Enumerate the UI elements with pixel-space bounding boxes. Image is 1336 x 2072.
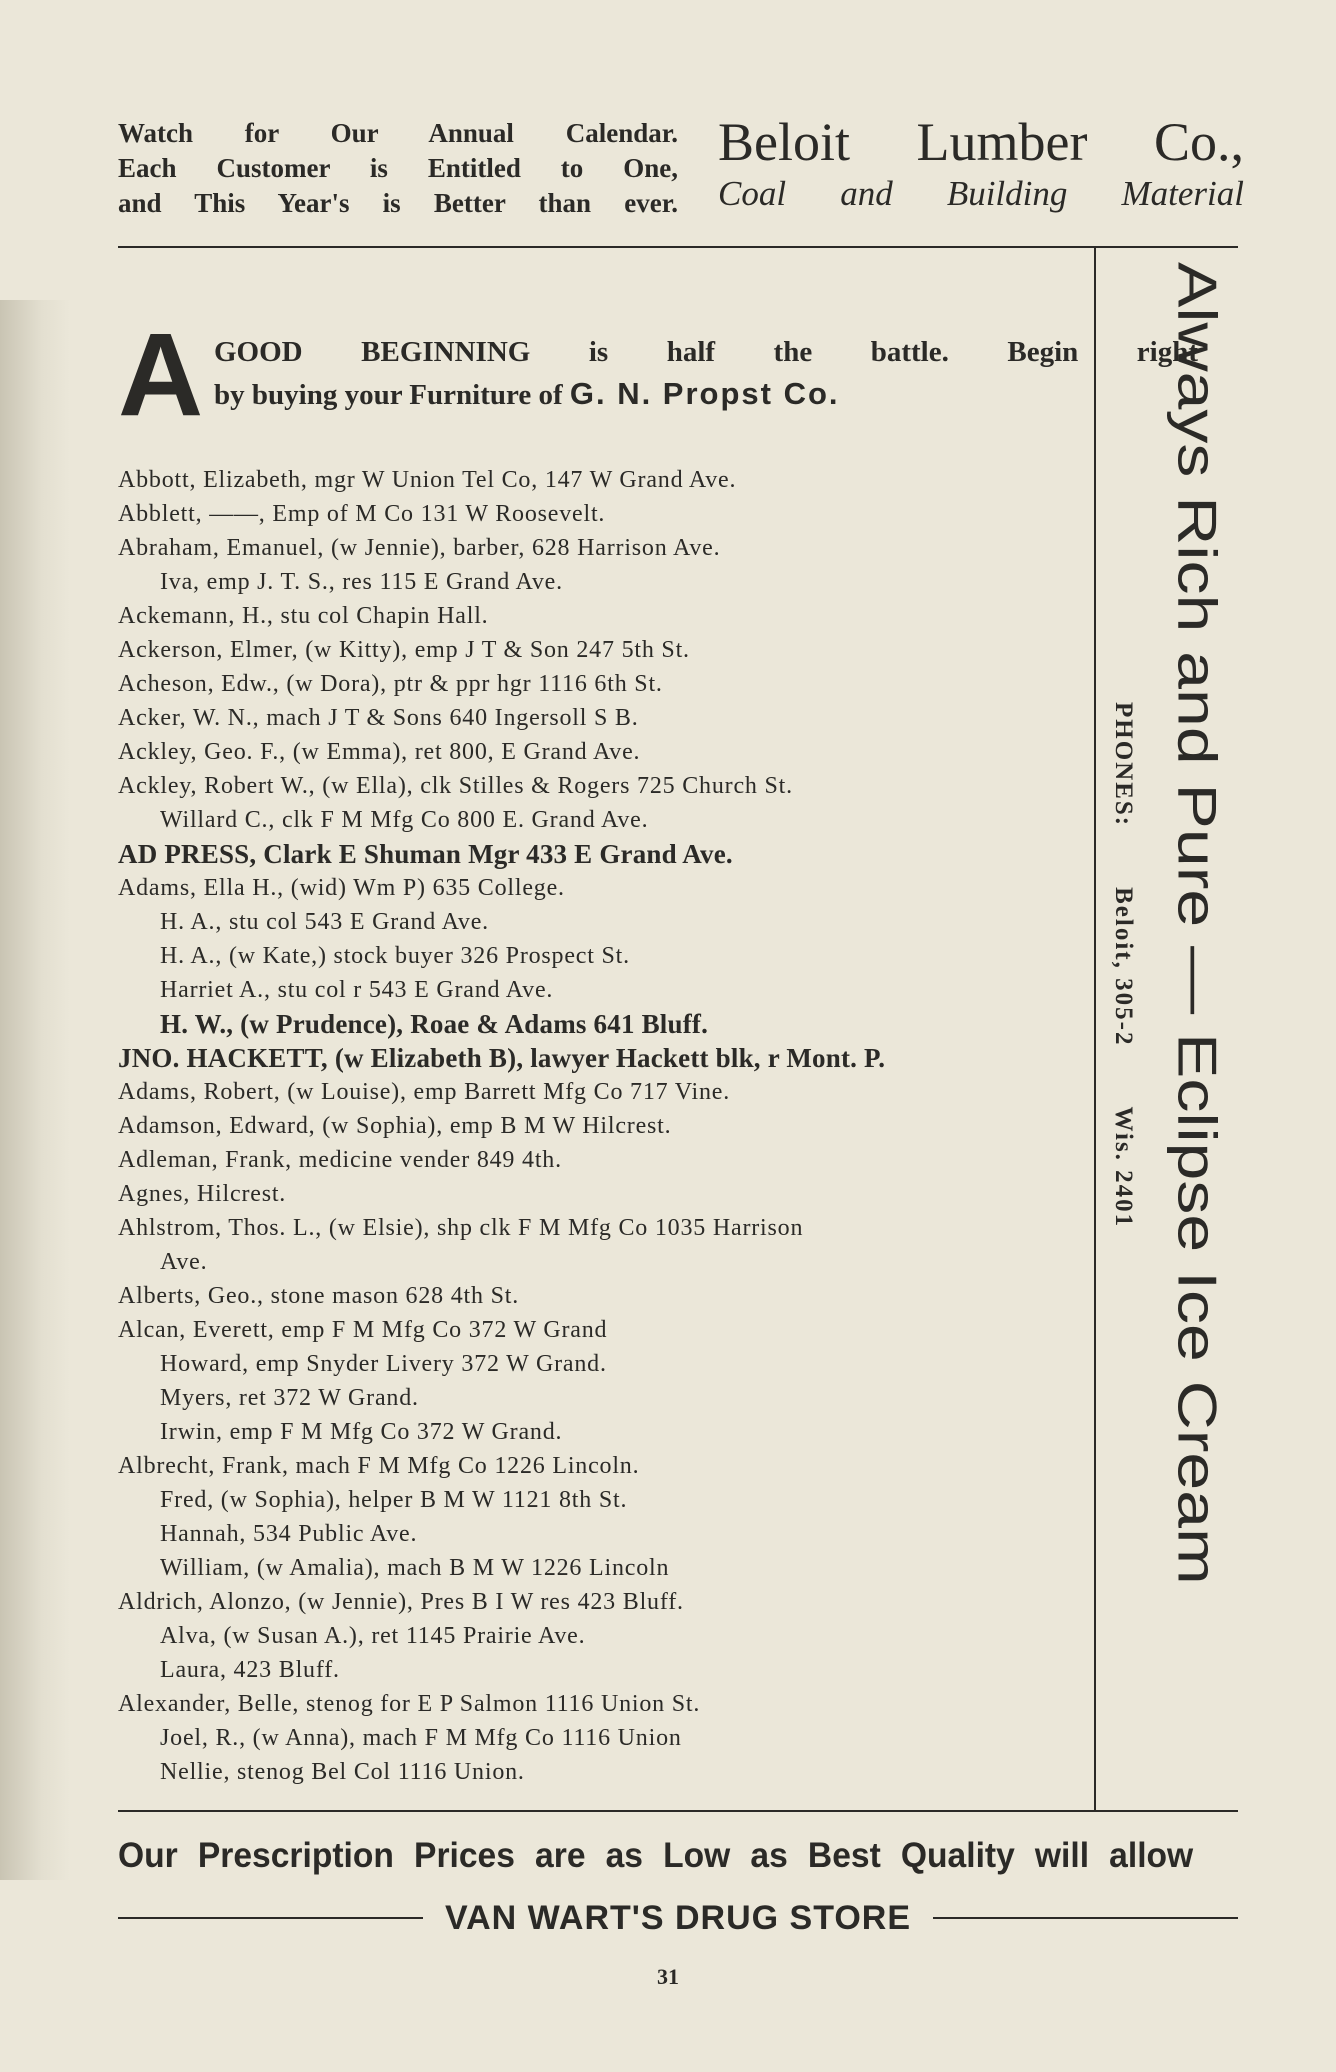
directory-entry: Aldrich, Alonzo, (w Jennie), Pres B I W res 423 Bluff. [118,1589,684,1615]
directory-entry: Joel, R., (w Anna), mach F M Mfg Co 1116 Union [160,1725,682,1751]
lumber-company-ad [718,112,1244,216]
ice-cream-slogan: Always Rich and Pure — Eclipse Ice Cream [1166,262,1228,1585]
directory-entry: Fred, (w Sophia), helper B M W 1121 8th St. [160,1487,628,1513]
directory-entry: Acker, W. N., mach J T & Sons 640 Ingersoll S B. [118,705,639,731]
directory-entry: Willard C., clk F M Mfg Co 800 E. Grand Ave. [160,807,649,833]
calendar-line: Watch for Our Annual Calendar. [118,118,678,148]
directory-entry: H. W., (w Prudence), Roae & Adams 641 Bluff. [160,1009,709,1039]
bottom-rule [118,1810,1238,1812]
directory-entry: Abraham, Emanuel, (w Jennie), barber, 628 Harrison Ave. [118,535,721,561]
banner-rule-right [933,1917,1238,1919]
directory-entry: William, (w Amalia), mach B M W 1226 Lincoln [160,1555,670,1581]
directory-entry: Adams, Robert, (w Louise), emp Barrett Mfg Co 717 Vine. [118,1079,731,1105]
phones-label: PHONES: [1110,702,1137,828]
directory-entry: Alva, (w Susan A.), ret 1145 Prairie Ave. [160,1623,586,1649]
phone-wis: Wis. 2401 [1110,1106,1137,1229]
directory-entry: Abbott, Elizabeth, mgr W Union Tel Co, 147 W Grand Ave. [118,467,737,493]
directory-entry: Abblett, ——, Emp of M Co 131 W Roosevelt. [118,501,606,527]
drug-store-name: VAN WART'S DRUG STORE [444,1898,912,1937]
directory-entry: Irwin, emp F M Mfg Co 372 W Grand. [160,1419,563,1445]
directory-entry: Acheson, Edw., (w Dora), ptr & ppr hgr 1116 6th St. [118,671,663,697]
directory-entry: Adamson, Edward, (w Sophia), emp B M W Hilcrest. [118,1113,672,1139]
calendar-line: and This Year's is Better than ever. [118,188,678,218]
calendar-line: Each Customer is Entitled to One, [118,153,678,183]
company-name: Beloit Lumber Co., [718,112,1244,172]
phone-numbers [1108,702,1138,1228]
directory-entry: Ackley, Geo. F., (w Emma), ret 800, E Grand Ave. [118,739,641,765]
top-rule [118,246,1238,248]
directory-entry: Nellie, stenog Bel Col 1116 Union. [160,1759,525,1785]
directory-entry: Iva, emp J. T. S., res 115 E Grand Ave. [160,569,563,595]
directory-entry: Howard, emp Snyder Livery 372 W Grand. [160,1351,607,1377]
directory-entry: Ave. [160,1249,208,1275]
directory-entry: Alberts, Geo., stone mason 628 4th St. [118,1283,520,1309]
company-tagline: Coal and Building Material [718,174,1244,213]
calendar-notice [118,116,678,221]
directory-entry: Hannah, 534 Public Ave. [160,1521,418,1547]
drop-cap: A [118,309,204,441]
page-binding-shadow [0,300,70,1880]
furniture-ad-prefix: by buying your Furniture of [214,379,570,411]
directory-entry: H. A., stu col 543 E Grand Ave. [160,909,489,935]
directory-entry: Ackerson, Elmer, (w Kitty), emp J T & Son 247 5th St. [118,637,690,663]
propst-company-name: G. N. Propst Co. [569,376,840,411]
directory-entry: Alexander, Belle, stenog for E P Salmon 1116 Union St. [118,1691,701,1717]
directory-listing [118,463,1083,1789]
phone-beloit: Beloit, 305-2 [1110,887,1137,1047]
directory-entry: Ackley, Robert W., (w Ella), clk Stilles & Rogers 725 Church St. [118,773,793,799]
furniture-ad-line1: GOOD BEGINNING is half the battle. Begin right [214,336,1198,368]
directory-entry: Alcan, Everett, emp F M Mfg Co 372 W Grand [118,1317,608,1343]
directory-entry: Laura, 423 Bluff. [160,1657,340,1683]
furniture-ad [118,309,1198,441]
drug-store-banner [118,1894,1238,1942]
prescription-ad: Our Prescription Prices are as Low as Best Quality will allow [118,1836,1194,1875]
directory-entry: Agnes, Hilcrest. [118,1181,287,1207]
banner-rule-left [118,1917,423,1919]
directory-entry: Albrecht, Frank, mach F M Mfg Co 1226 Lincoln. [118,1453,640,1479]
directory-entry: H. A., (w Kate,) stock buyer 326 Prospect St. [160,943,630,969]
furniture-ad-line2 [214,374,840,415]
directory-entry: AD PRESS, Clark E Shuman Mgr 433 E Grand Ave. [118,839,733,869]
column-divider [1094,248,1096,1810]
directory-entry: JNO. HACKETT, (w Elizabeth B), lawyer Hackett blk, r Mont. P. [118,1043,886,1073]
directory-entry: Myers, ret 372 W Grand. [160,1385,419,1411]
directory-entry: Harriet A., stu col r 543 E Grand Ave. [160,977,554,1003]
directory-entry: Ackemann, H., stu col Chapin Hall. [118,603,489,629]
directory-entry: Adams, Ella H., (wid) Wm P) 635 College. [118,875,565,901]
page-number: 31 [657,1964,679,1989]
directory-entry: Adleman, Frank, medicine vender 849 4th. [118,1147,562,1173]
directory-entry: Ahlstrom, Thos. L., (w Elsie), shp clk F M Mfg Co 1035 Harrison [118,1215,804,1241]
